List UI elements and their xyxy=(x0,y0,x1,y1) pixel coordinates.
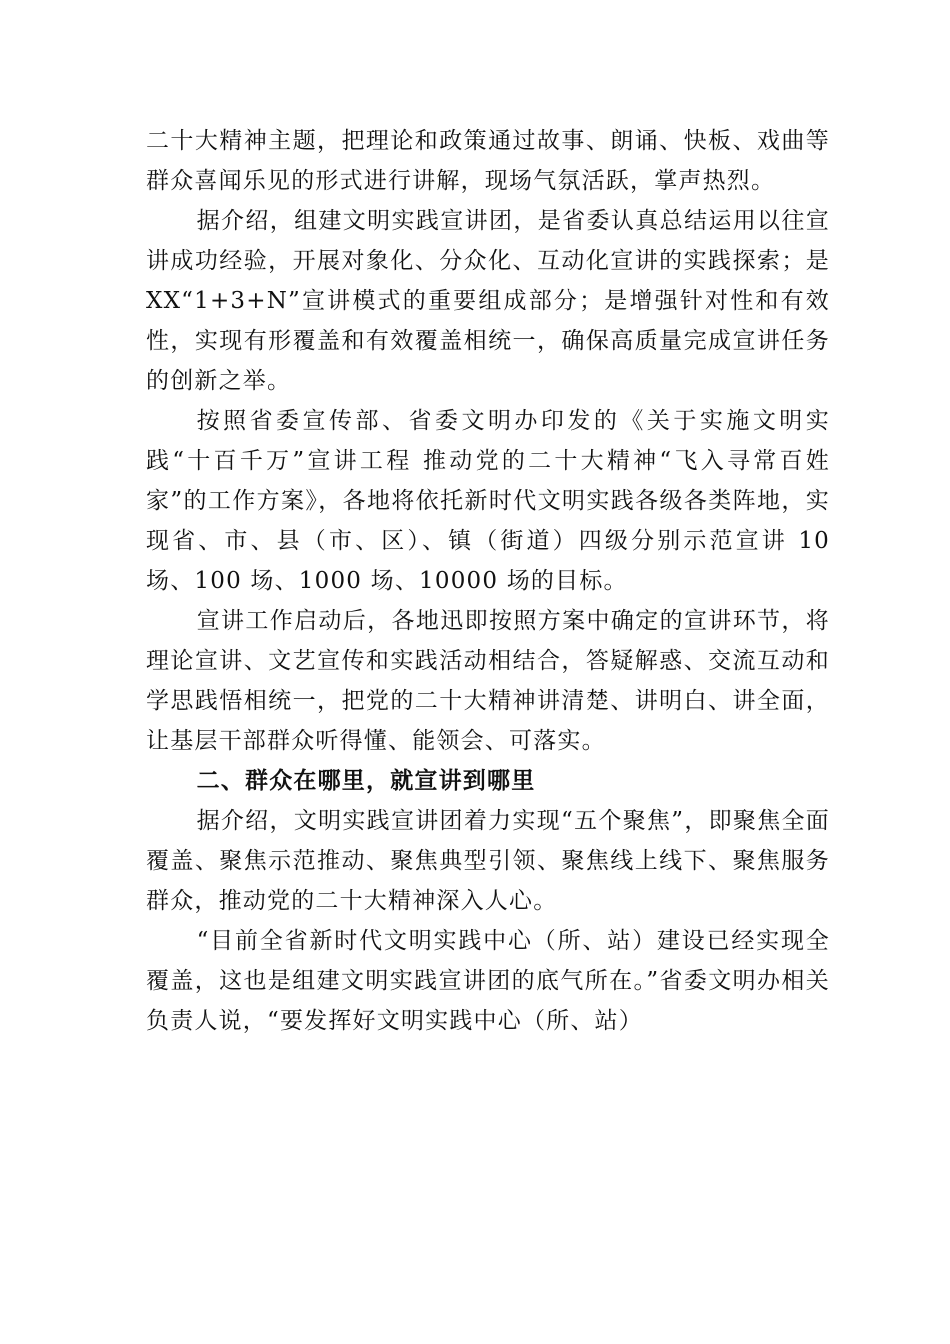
paragraph-launch: 宣讲工作启动后，各地迅即按照方案中确定的宣讲环节，将理论宣讲、文艺宣传和实践活动相结合，答疑解惑、交流互动和学思践悟相统一，把党的二十大精神讲清楚、讲明白、讲全面，让基层干部群众听得懂、能领会、可落实。 xyxy=(146,608,830,754)
paragraph-team-introduction: 据介绍，组建文明实践宣讲团，是省委认真总结运用以往宣讲成功经验，开展对象化、分众化、互动化宣讲的实践探索；是 XX“1+3+N”宣讲模式的重要组成部分；是增强针对性和有效性，实现有形覆盖和有效覆盖相统一，确保高质量完成宣讲任务的创新之举。 xyxy=(146,208,830,394)
paragraph-work-plan: 按照省委宣传部、省委文明办印发的《关于实施文明实践“十百千万”宣讲工程 推动党的二十大精神“飞入寻常百姓家”的工作方案》，各地将依托新时代文明实践各级各类阵地，实现省、市、县（市、区）、镇（街道）四级分别示范宣讲 10 场、100 场、1000 场、10000 场的目标。 xyxy=(146,408,830,594)
section-heading: 二、群众在哪里，就宣讲到哪里 xyxy=(196,768,536,794)
paragraph-continued: 二十大精神主题，把理论和政策通过故事、朗诵、快板、戏曲等群众喜闻乐见的形式进行讲解，现场气氛活跃，掌声热烈。 xyxy=(146,128,830,194)
paragraph-quote: “目前全省新时代文明实践中心（所、站）建设已经实现全覆盖，这也是组建文明实践宣讲团的底气所在。”省委文明办相关负责人说，“要发挥好文明实践中心（所、站） xyxy=(146,928,830,1034)
document-body xyxy=(146,121,830,1041)
paragraph-five-focuses: 据介绍，文明实践宣讲团着力实现“五个聚焦”，即聚焦全面覆盖、聚焦示范推动、聚焦典型引领、聚焦线上线下、聚焦服务群众，推动党的二十大精神深入人心。 xyxy=(146,808,830,914)
